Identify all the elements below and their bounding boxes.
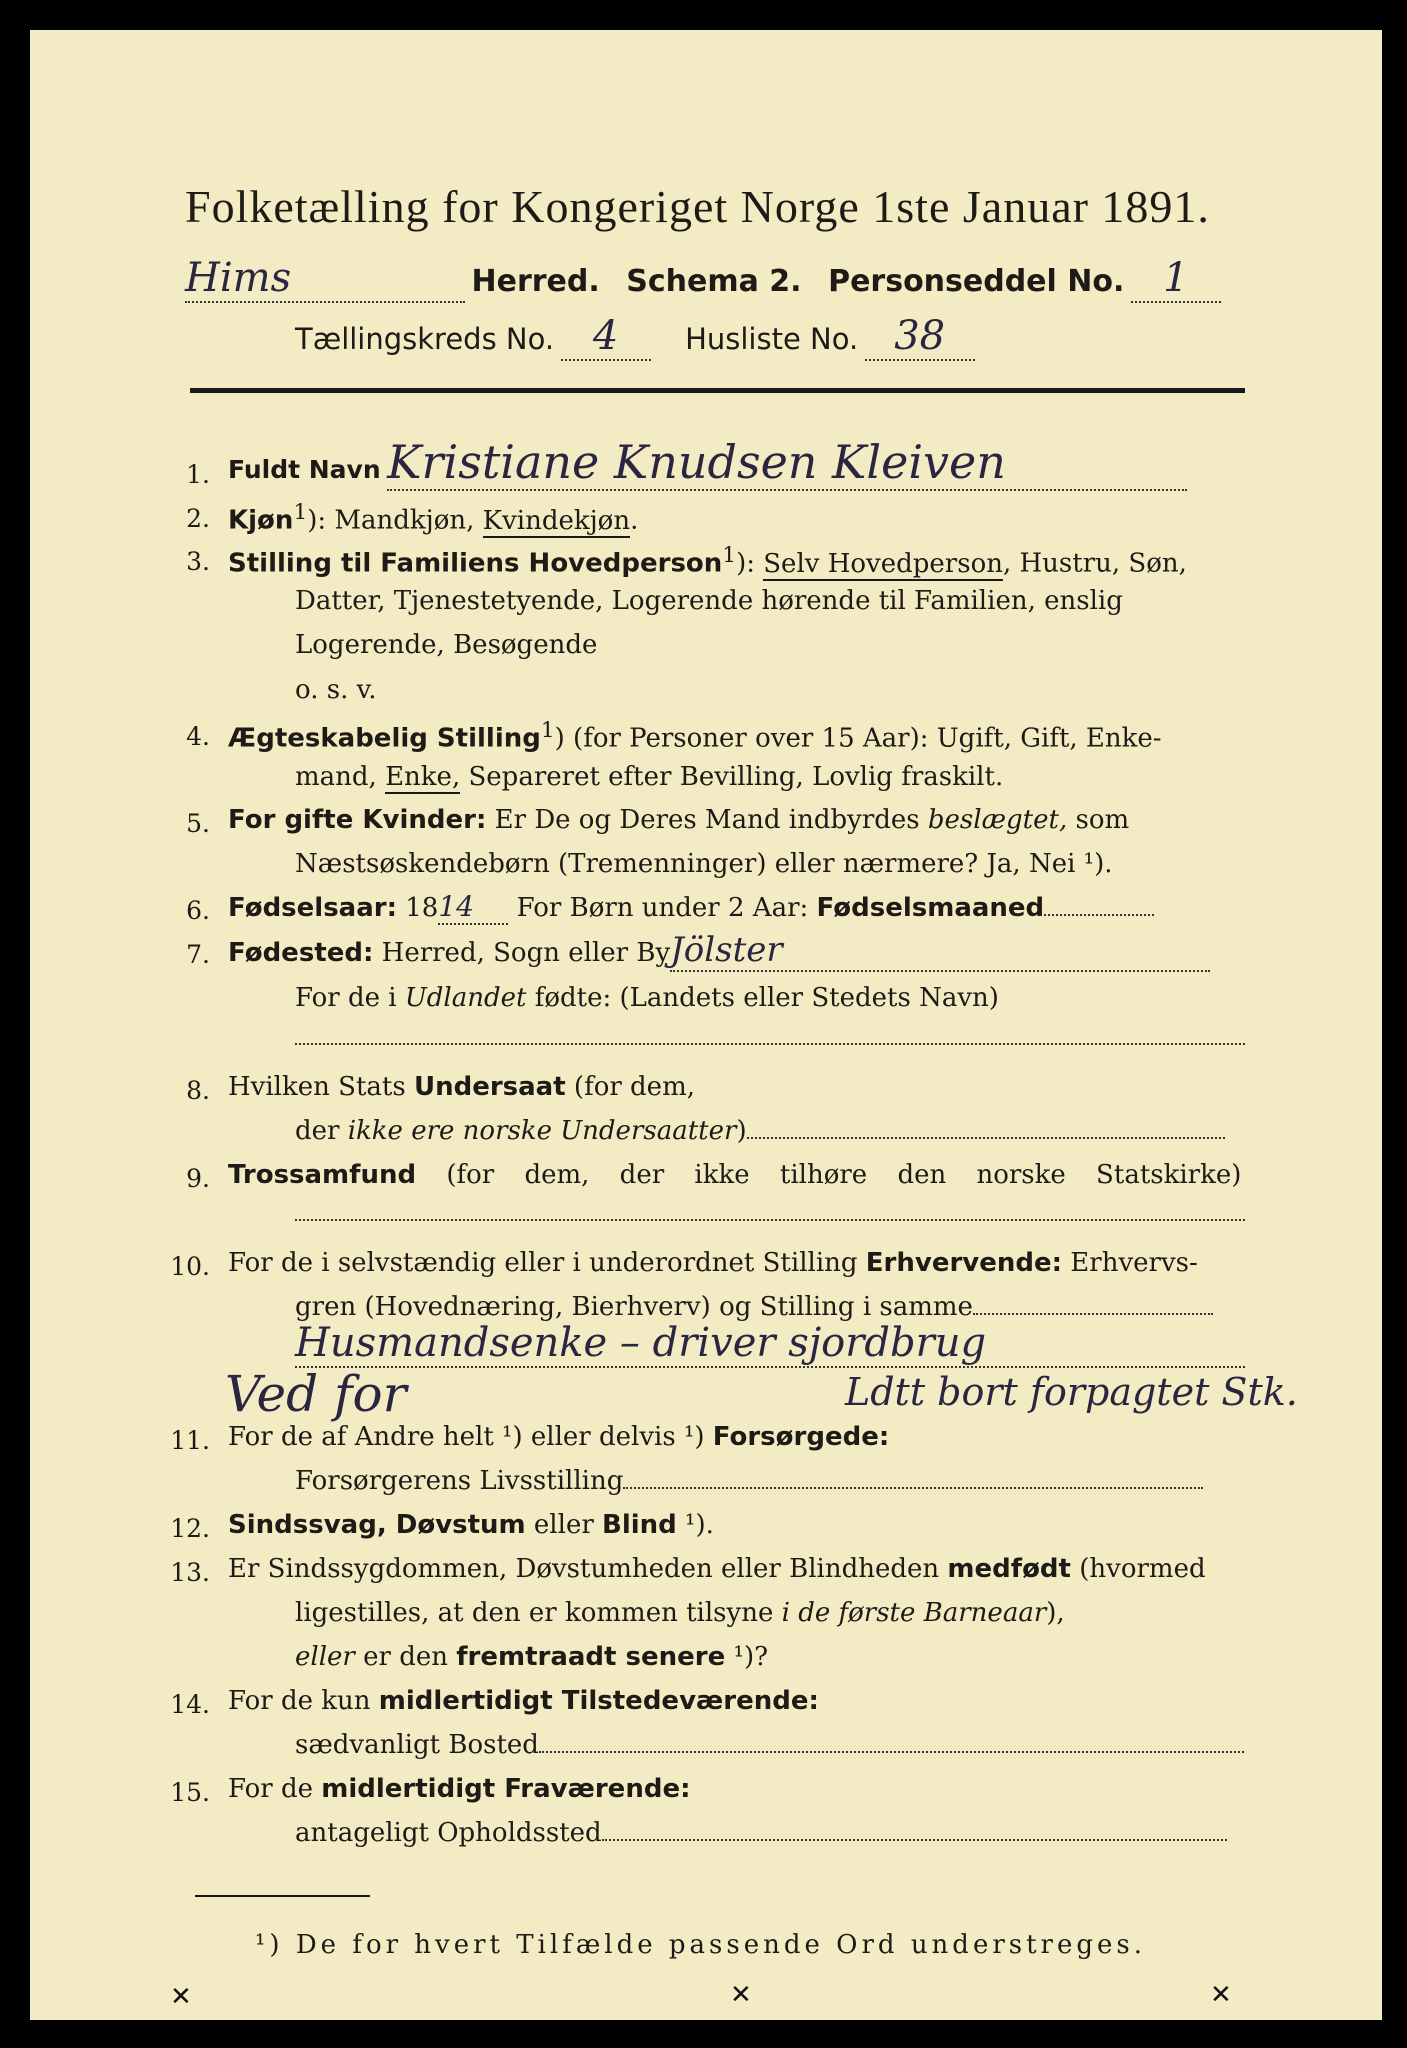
q5-italic: beslægtet, (927, 805, 1068, 835)
q8-italic: ikke ere norske Undersaatter (347, 1116, 737, 1146)
q4-line2-b: Separeret efter Bevilling, Lovlig fraskilt. (460, 762, 1004, 792)
q4-underlined: Enke, (385, 762, 461, 792)
q13-text-b: (hvormed (1070, 1554, 1206, 1584)
q6-label2: Fødselsmaaned (816, 893, 1045, 923)
q15-label: midlertidigt Fraværende: (321, 1774, 691, 1804)
q11-line2-text: Forsørgerens Livsstilling (295, 1466, 624, 1496)
q8-field (747, 1137, 1225, 1139)
herred-row (185, 255, 1245, 303)
q2-text-a: ): Mandkjøn, (307, 505, 483, 536)
q8-line2 (295, 1116, 1225, 1146)
q7-text-a: Herred, Sogn eller By (373, 938, 671, 968)
q15-row (228, 1774, 690, 1804)
q15-number: 15. (170, 1778, 210, 1807)
q8-line2-a: der (295, 1116, 348, 1146)
q10-hand-line2a: Ved for (225, 1365, 407, 1423)
q4-footnote-mark: 1 (540, 718, 555, 743)
q7-line2-b: fødte: (Landets eller Stedets Navn) (526, 983, 999, 1013)
q14-text-a: For de kun (228, 1686, 379, 1716)
q14-field (539, 1751, 1244, 1753)
q15-line2 (295, 1818, 1227, 1848)
q5-text-a: Er De og Deres Mand indbyrdes (486, 805, 928, 835)
q2-row (228, 500, 638, 536)
q15-line2-text: antageligt Opholdssted (295, 1818, 602, 1848)
q4-number: 4. (186, 722, 210, 751)
q7-italic: Udlandet (404, 983, 527, 1013)
q13-number: 13. (170, 1558, 210, 1587)
q10-row (228, 1248, 1198, 1278)
q1-value: Kristiane Knudsen Kleiven (387, 435, 1187, 491)
q12-number: 12. (170, 1514, 210, 1543)
q8-line2-b: ) (736, 1116, 747, 1146)
q9-row (228, 1160, 1248, 1190)
husliste-value: 38 (865, 313, 975, 361)
q10-hand-line1: Husmandsenke – driver sjordbrug (295, 1320, 1245, 1368)
q3-label: Stilling til Familiens Hovedperson (228, 548, 723, 579)
q2-text-b: . (630, 505, 639, 536)
q8-text-a: Hvilken Stats (228, 1072, 414, 1102)
footnote: ¹) De for hvert Tilfælde passende Ord understreges. (255, 1930, 1147, 1960)
q1-row (228, 435, 1187, 491)
q12-text-b: ¹). (676, 1510, 714, 1540)
corner-mark-right: ✕ (1210, 1980, 1232, 2009)
q5-text-b: som (1067, 805, 1130, 835)
herred-value: Hims (185, 255, 465, 303)
q3-row (228, 543, 1248, 579)
schema-label: Schema 2. (626, 264, 802, 299)
q14-line2 (295, 1730, 1244, 1760)
q2-number: 2. (186, 504, 210, 533)
q13-line3-a: er den (354, 1642, 457, 1672)
q13-line2-a: ligestilles, at den er kommen tilsyne (295, 1598, 782, 1628)
corner-mark-left: ✕ (170, 1982, 192, 2011)
q13-line3-b: ¹)? (725, 1642, 769, 1672)
q6-year-value: 14 (438, 890, 508, 925)
q14-line2-text: sædvanligt Bosted (295, 1730, 539, 1760)
q6-number: 6. (186, 896, 210, 925)
q13-italic: i de første Barneaar (781, 1598, 1047, 1628)
q13-label: medfødt (947, 1554, 1071, 1584)
q7-line2-a: For de i (295, 983, 405, 1013)
q10-text-a: For de i selvstændig eller i underordnet Stilling (228, 1248, 866, 1278)
q5-line2: Næstsøskendebørn (Tremenninger) eller nærmere? Ja, Nei ¹). (295, 849, 1113, 879)
q7-row (228, 930, 1210, 972)
q15-field (602, 1839, 1227, 1841)
q3-underlined: Selv Hovedperson (763, 548, 1003, 579)
q10-line2-text: gren (Hovednæring, Bierhverv) og Stilling i samme (295, 1292, 973, 1322)
q6-month-field (1044, 914, 1154, 916)
q9-number: 9. (186, 1164, 210, 1193)
q6-year-prefix: 18 (397, 893, 439, 923)
kreds-label: Tællingskreds No. (295, 322, 555, 356)
q10-hand-line2b: Ldtt bort forpagtet Stk. (845, 1370, 1298, 1414)
q7-line2 (295, 983, 999, 1013)
q6-text-a: For Børn under 2 Aar: (508, 893, 817, 923)
husliste-label: Husliste No. (685, 322, 859, 356)
q10-line2 (295, 1292, 1213, 1322)
q4-line2 (295, 762, 1003, 792)
q7-label: Fødested: (228, 938, 374, 968)
q11-text-a: For de af Andre helt ¹) eller delvis ¹) (228, 1422, 713, 1452)
q8-label: Undersaat (413, 1072, 566, 1102)
q11-line2 (295, 1466, 1203, 1496)
q5-number: 5. (186, 809, 210, 838)
q3-line2: Datter, Tjenestetyende, Logerende hørende til Familien, enslig (295, 586, 1123, 616)
q11-field (623, 1487, 1203, 1489)
q8-number: 8. (186, 1076, 210, 1105)
q3-footnote-mark: 1 (722, 543, 737, 568)
q7-value: Jölster (670, 930, 1210, 972)
q12-row (228, 1510, 714, 1540)
q6-row (228, 890, 1154, 925)
q13-text-a: Er Sindssygdommen, Døvstumheden eller Blindheden (228, 1554, 948, 1584)
kreds-row (295, 313, 975, 361)
q10-number: 10. (170, 1252, 210, 1281)
header-rule (190, 388, 1245, 393)
q13-label2: fremtraadt senere (456, 1642, 726, 1672)
q14-number: 14. (170, 1690, 210, 1719)
q1-number: 1. (186, 460, 210, 489)
q7-number: 7. (186, 940, 210, 969)
form-title: Folketælling for Kongeriget Norge 1ste Januar 1891. (185, 181, 1210, 232)
q6-label: Fødselsaar: (228, 893, 397, 923)
q4-label: Ægteskabelig Stilling (228, 723, 541, 754)
q13-row (228, 1554, 1206, 1584)
q9-blank-line (295, 1198, 1245, 1228)
personseddel-label: Personseddel No. (828, 264, 1125, 299)
q7-blank-line (295, 1022, 1245, 1052)
q13-line2 (295, 1598, 1065, 1628)
personseddel-value: 1 (1131, 255, 1221, 303)
q5-label: For gifte Kvinder: (228, 805, 487, 835)
q2-footnote-mark: 1 (293, 500, 308, 525)
footnote-rule (195, 1895, 370, 1897)
q9-text-a: (for dem, der ikke tilhøre den norske Statskirke) (416, 1160, 1242, 1190)
q8-row (228, 1072, 695, 1102)
q14-label: midlertidigt Tilstedeværende: (378, 1686, 819, 1716)
q3-text-b: , Hustru, Søn, (1002, 548, 1187, 579)
q13-line3 (295, 1642, 768, 1672)
q3-line3: Logerende, Besøgende (295, 630, 598, 660)
q14-row (228, 1686, 819, 1716)
q12-label: Sindssvag, Døvstum (228, 1510, 526, 1540)
q4-text-a: ) (for Personer over 15 Aar): Ugift, Gift, Enke- (554, 723, 1162, 754)
q5-row (228, 805, 1129, 835)
q3-line4: o. s. v. (295, 675, 377, 705)
q8-text-b: (for dem, (565, 1072, 695, 1102)
kreds-value: 4 (561, 313, 651, 361)
q11-label: Forsørgede: (712, 1422, 890, 1452)
q12-text-a: eller (525, 1510, 603, 1540)
q3-text-a: ): (736, 548, 764, 579)
q10-text-b: Erhvervs- (1062, 1248, 1198, 1278)
q4-line2-a: mand, (295, 762, 386, 792)
q13-line2-b: ), (1046, 1598, 1065, 1628)
corner-mark-center: ✕ (730, 1980, 752, 2009)
q12-label2: Blind (602, 1510, 677, 1540)
q15-text-a: For de (228, 1774, 322, 1804)
q4-row (228, 718, 1162, 754)
census-form (30, 30, 1382, 2020)
q10-label: Erhvervende: (865, 1248, 1063, 1278)
q3-number: 3. (186, 547, 210, 576)
q9-label: Trossamfund (228, 1160, 417, 1190)
q11-row (228, 1422, 889, 1452)
herred-label: Herred. (471, 264, 600, 299)
q13-line3-italic: eller (295, 1642, 355, 1672)
q2-underlined: Kvindekjøn (482, 505, 631, 536)
q11-number: 11. (170, 1426, 210, 1455)
q2-label: Kjøn (228, 505, 294, 536)
q1-label: Fuldt Navn (228, 455, 381, 484)
